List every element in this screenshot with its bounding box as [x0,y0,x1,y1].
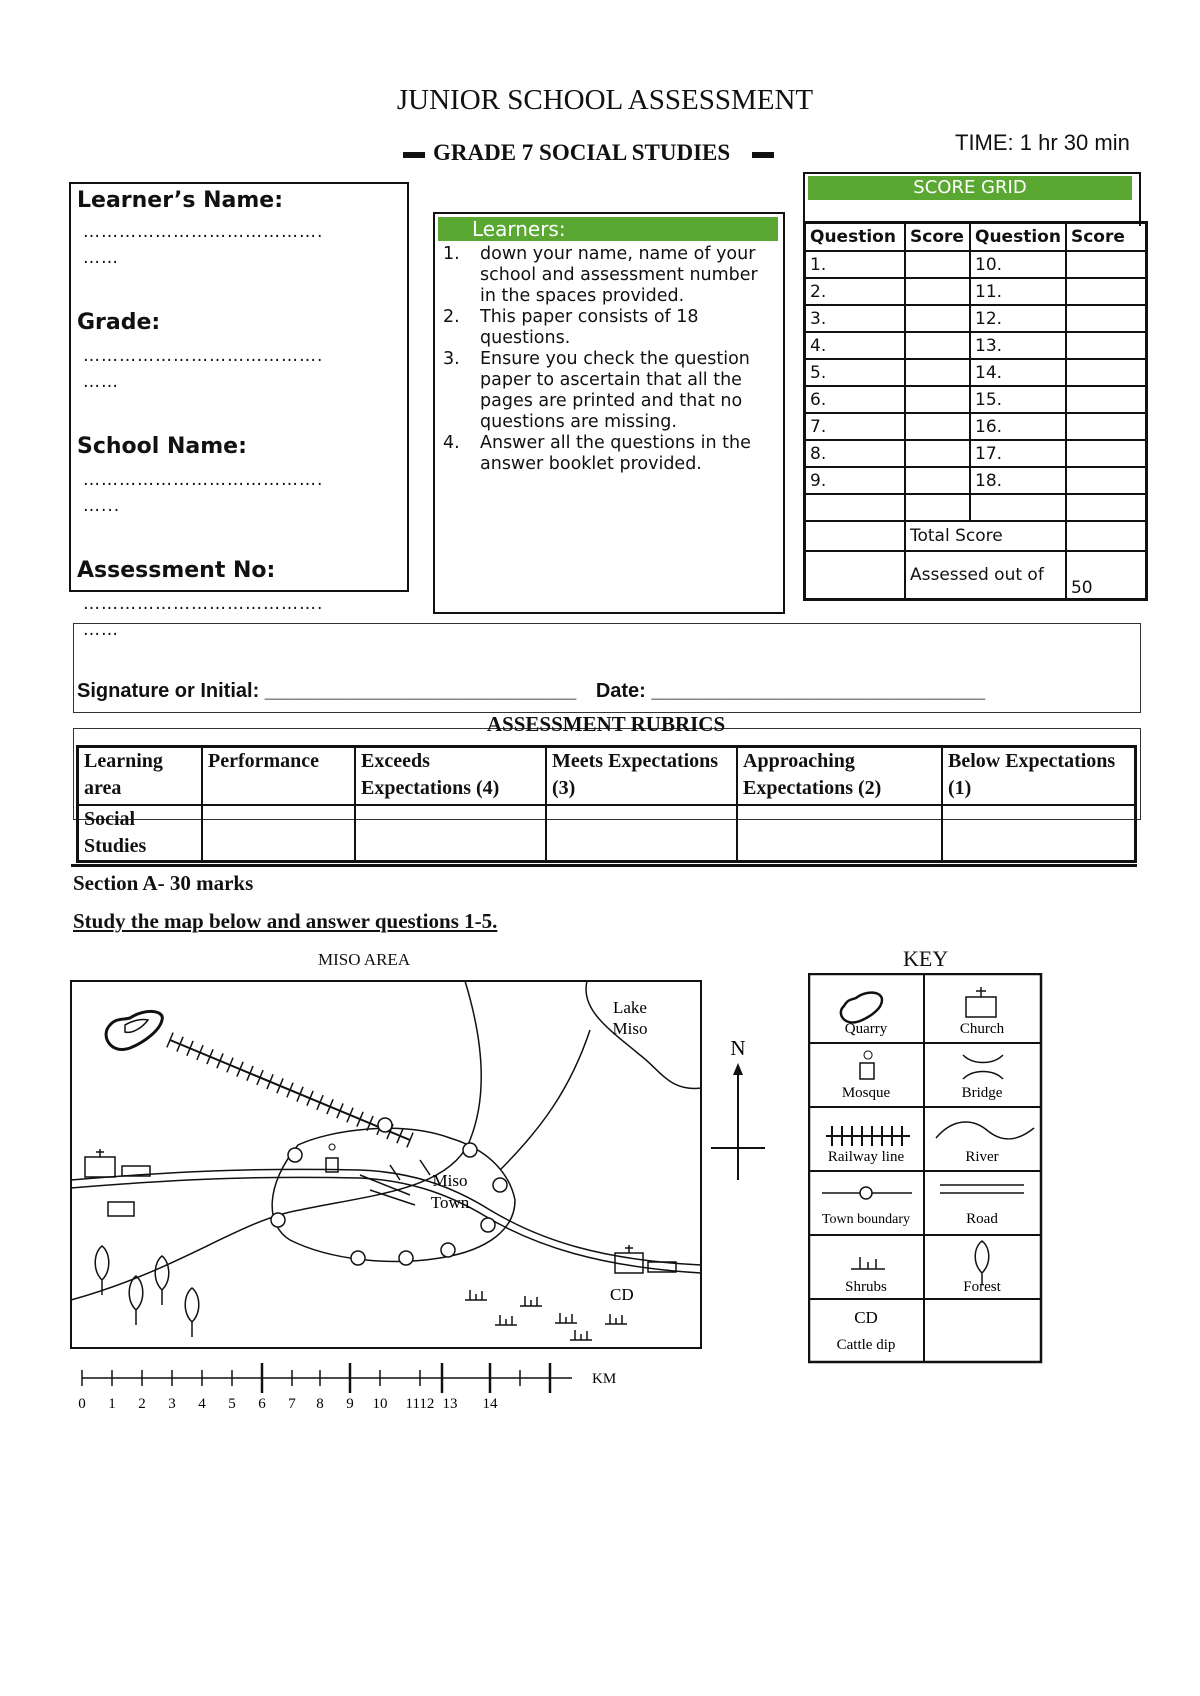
town-boundary [272,1128,515,1261]
blank-cell [805,551,906,600]
lake-label-1: Lake [613,998,647,1017]
school-name-dots[interactable]: …………………………………. [83,470,324,490]
instruction-item [443,244,775,307]
question-number: 7. [805,413,906,440]
score-cell[interactable] [905,251,970,278]
mosque-crescent [329,1144,335,1150]
instruction-number: 2. [443,307,460,327]
key-label: Town boundary [821,1212,911,1227]
key-label: River [965,1149,999,1165]
score-grid-header-row [805,223,1147,252]
scale-label: 3 [168,1396,176,1412]
question-number: 14. [970,359,1066,386]
instructions-heading: Learners: [438,217,778,241]
score-cell[interactable] [905,305,970,332]
question-number: 2. [805,278,906,305]
tree [155,1256,169,1305]
date-field[interactable]: Date: ______________________________ [595,680,986,702]
building [108,1202,134,1216]
river [71,981,481,1300]
score-grid-heading: SCORE GRID [808,176,1132,200]
rubric-cell[interactable] [355,805,546,862]
scale-label: 10 [372,1396,388,1412]
rubric-header-cell: Below Expectations (1) [942,747,1136,806]
score-row [805,305,1147,332]
boundary-marker [288,1148,302,1162]
rubric-table [76,745,1137,863]
rubric-row [78,805,1136,862]
shrub [555,1313,577,1323]
town-boundary-icon-marker [860,1187,872,1199]
question-number: 16. [970,413,1066,440]
scale-label: 4 [198,1396,206,1412]
boundary-marker [351,1251,365,1265]
key-label: Forest [963,1279,1001,1295]
section-divider [71,864,1137,867]
score-row [805,278,1147,305]
forest [95,1246,199,1337]
scale-label: 13 [442,1396,458,1412]
section-instruction: Study the map below and answer questions 1-5. [73,909,498,933]
instruction-item [443,349,775,433]
road-edge-1 [71,1169,701,1265]
learner-info-box [69,182,409,640]
total-score-label: Total Score [905,521,1066,551]
assessment-no-dots[interactable]: …………………………………. [83,594,324,614]
rubric-cell[interactable] [737,805,942,862]
school-name-label: School Name: [77,434,247,459]
score-row [805,359,1147,386]
subtitle [395,140,782,166]
question-number: 6. [805,386,906,413]
instruction-text: down your name, name of your school and assessment number in the spaces provided. [480,244,758,306]
question-number: 17. [970,440,1066,467]
learner-name-dots-2: …… [83,248,119,268]
score-cell[interactable] [1066,359,1147,386]
school-name-dots-2: …... [83,496,121,516]
score-cell[interactable] [905,467,970,494]
dash-left [403,152,425,158]
blank-cell [805,494,906,521]
boundary-marker [481,1218,495,1232]
key-label: Church [959,1021,1005,1037]
map-title: MISO AREA [318,950,411,969]
north-label: N [730,1036,746,1060]
score-cell[interactable] [905,386,970,413]
bridge-icon [963,1055,1003,1079]
question-number: 9. [805,467,906,494]
scale-label: 9 [346,1396,354,1412]
boundary-marker [271,1213,285,1227]
quarry-icon [841,993,882,1023]
key-label: Shrubs [845,1279,887,1295]
scale-ticks [78,1363,550,1412]
rubric-header-row [78,747,1136,806]
map-scale [70,1358,630,1428]
instruction-number: 1. [443,244,460,264]
instruction-item [443,307,775,349]
score-grid-table [803,221,1148,601]
boundary-marker [441,1243,455,1257]
blank-cell [1066,494,1147,521]
boundary-marker [378,1118,392,1132]
scale-label: 2 [138,1396,146,1412]
church-symbol [85,1157,115,1177]
shrubs [465,1290,627,1340]
tree [95,1246,109,1295]
shrub [495,1315,517,1325]
rubric-header-cell: Performance [202,747,355,806]
score-cell[interactable] [1066,440,1147,467]
lake-label-2: Miso [612,1019,648,1038]
key-title: KEY [903,946,949,971]
question-number: 8. [805,440,906,467]
shrub [570,1330,592,1340]
instructions-list [443,244,775,475]
assessed-out-of-value: 50 [1066,551,1147,600]
learner-name-label: Learner’s Name: [77,188,284,213]
boundary-marker [463,1143,477,1157]
instruction-number: 4. [443,433,460,453]
score-cell[interactable] [1066,251,1147,278]
score-row [805,467,1147,494]
shrubs-icon [851,1257,885,1269]
rubric-cell[interactable] [202,805,355,862]
score-row-blank [805,494,1147,521]
instructions-box [433,212,785,614]
key-label: Mosque [841,1085,891,1101]
rubric-learning-area: Social Studies [78,805,203,862]
score-cell[interactable] [1066,413,1147,440]
score-cell[interactable] [905,440,970,467]
boundary-marker [399,1251,413,1265]
question-number: 13. [970,332,1066,359]
score-cell[interactable] [905,278,970,305]
dash-right [752,152,774,158]
rubric-header-cell: Meets Expectations (3) [546,747,737,806]
mosque-icon [860,1063,874,1079]
grade-dots-2: …… [83,372,119,392]
rubric-cell[interactable] [942,805,1136,862]
subtitle-text: GRADE 7 SOCIAL STUDIES [433,140,731,165]
river-tributary [500,1030,590,1170]
instruction-text: Ensure you check the question paper to ascertain that all the pages are printed and that no questions are missing. [480,349,750,432]
cattle-dip-icon: CD [854,1308,878,1327]
assessment-no-dots-2: …… [83,620,119,640]
blank-cell [970,494,1066,521]
total-score-cell[interactable] [1066,521,1147,551]
scale-label: 6 [258,1396,266,1412]
tree [129,1276,143,1325]
assessed-out-of-label: Assessed out of [905,551,1066,600]
quarry-inner [125,1019,148,1032]
instruction-number: 3. [443,349,460,369]
blank-cell [905,494,970,521]
grade-label: Grade: [77,310,161,335]
time-allowed: TIME: 1 hr 30 min [955,130,1130,155]
church-icon-cross [976,987,986,997]
question-number: 4. [805,332,906,359]
col-score: Score [905,223,970,252]
question-number: 11. [970,278,1066,305]
scale-label: 14 [482,1396,498,1412]
assessment-no-label: Assessment No: [77,558,276,583]
map-key [808,973,1044,1365]
score-cell[interactable] [1066,278,1147,305]
score-cell[interactable] [905,332,970,359]
question-number: 12. [970,305,1066,332]
scale-label: 1112 [405,1396,435,1412]
question-number: 1. [805,251,906,278]
question-number: 3. [805,305,906,332]
instruction-text: This paper consists of 18 questions. [480,307,699,348]
question-number: 5. [805,359,906,386]
col-question: Question [805,223,906,252]
shrub [605,1314,627,1324]
score-cell[interactable] [1066,332,1147,359]
grade-dots[interactable]: …………………………………. [83,346,324,366]
rubric-header-cell: Learning area [78,747,203,806]
key-label: Bridge [961,1085,1003,1101]
mosque-icon-crescent [864,1051,872,1059]
scale-label: 0 [78,1396,86,1412]
question-number: 15. [970,386,1066,413]
rubric-header-cell: Approaching Expectations (2) [737,747,942,806]
tree [185,1288,199,1337]
score-row [805,413,1147,440]
question-number: 10. [970,251,1066,278]
scale-label: 5 [228,1396,236,1412]
learner-name-dots[interactable]: …………………………………. [83,222,324,242]
river-icon [936,1122,1034,1139]
north-arrow [708,1035,768,1185]
col-score: Score [1066,223,1147,252]
assessed-row [805,551,1147,600]
question-number: 18. [970,467,1066,494]
map-frame [71,981,701,1348]
total-row [805,521,1147,551]
score-cell[interactable] [905,359,970,386]
rubric-header-cell: Exceeds Expectations (4) [355,747,546,806]
scale-label: 7 [288,1396,296,1412]
boundary-marker [493,1178,507,1192]
col-question: Question [970,223,1066,252]
score-cell[interactable] [1066,467,1147,494]
cattle-dip-label: CD [610,1285,634,1304]
score-row [805,440,1147,467]
scale-label: 8 [316,1396,324,1412]
signature-field[interactable]: Signature or Initial: ____________________________ [77,680,577,702]
rubric-cell[interactable] [546,805,737,862]
score-cell[interactable] [905,413,970,440]
church-icon [966,997,996,1017]
scale-unit: KM [592,1371,617,1387]
town-label-1: Miso [432,1171,468,1190]
town-label-2: Town [430,1193,470,1212]
shrub [465,1290,487,1300]
instruction-item [443,433,775,475]
key-label: Road [966,1211,998,1227]
score-cell[interactable] [1066,386,1147,413]
section-heading: Section A- 30 marks [73,871,254,895]
shrub [520,1296,542,1306]
key-label: Cattle dip [836,1337,896,1353]
score-cell[interactable] [1066,305,1147,332]
score-row [805,386,1147,413]
north-arrowhead [733,1063,743,1075]
page-title: JUNIOR SCHOOL ASSESSMENT [396,84,814,116]
score-row [805,332,1147,359]
rubric-title: ASSESSMENT RUBRICS [486,712,726,736]
blank-cell [805,521,906,551]
signature-line [77,680,985,703]
instruction-text: Answer all the questions in the answer booklet provided. [480,433,751,474]
score-row [805,251,1147,278]
key-label: Quarry [844,1021,888,1037]
railway-ticks [167,1033,413,1148]
key-label: Railway line [827,1149,905,1165]
scale-label: 1 [108,1396,116,1412]
miso-area-map [70,970,702,1350]
